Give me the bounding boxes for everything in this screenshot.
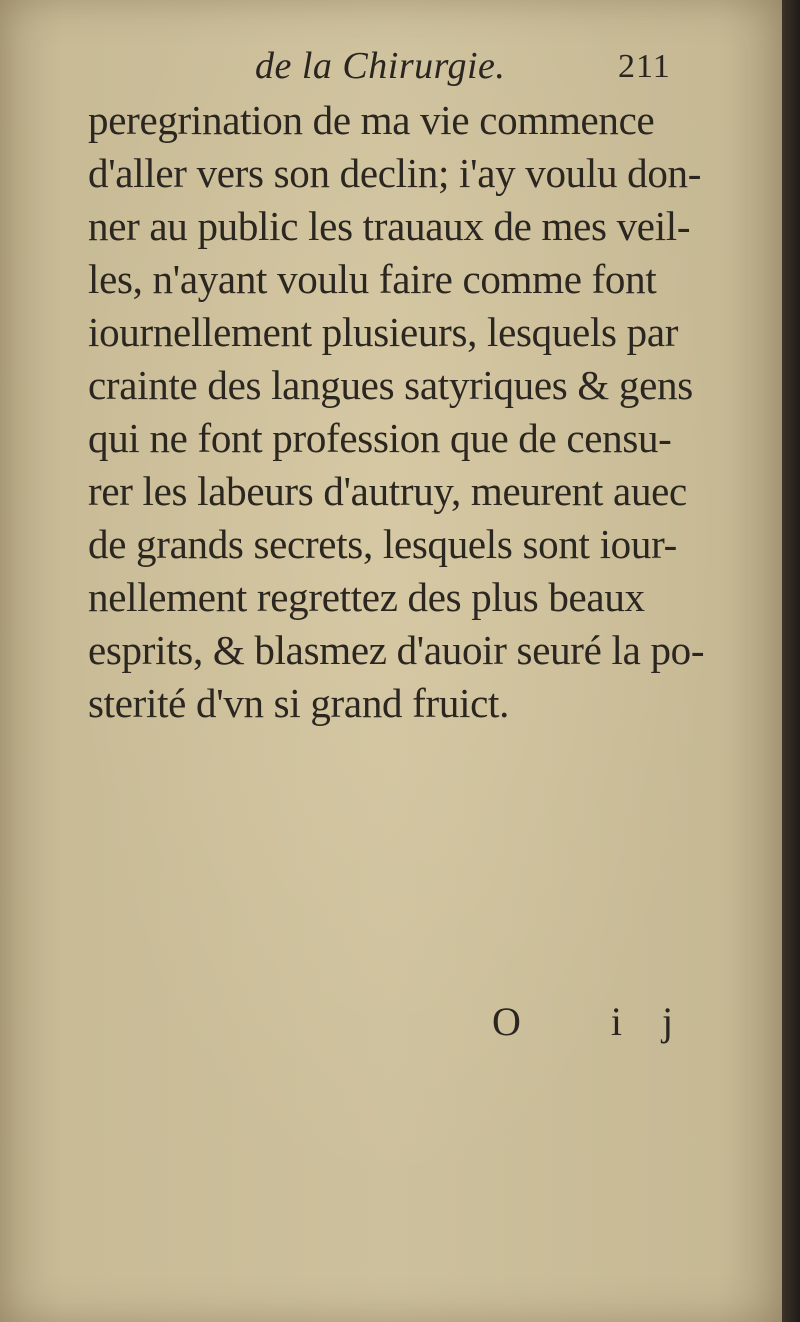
- running-title: de la Chirurgie.: [255, 45, 506, 87]
- text-line: de grands secrets, lesquels sont iour-: [88, 521, 677, 567]
- text-line: nellement regrettez des plus beaux: [88, 574, 645, 620]
- page-edge: [782, 0, 800, 1322]
- text-line: rer les labeurs d'autruy, meurent auec: [88, 468, 687, 514]
- text-line: iournellement plusieurs, lesquels par: [88, 309, 679, 355]
- text-line: qui ne font profession que de censu-: [88, 415, 672, 461]
- text-line: ner au public les trauaux de mes veil-: [88, 203, 691, 249]
- text-line: les, n'ayant voulu faire comme font: [88, 256, 657, 302]
- text-line: esprits, & blasmez d'auoir seuré la po-: [88, 627, 705, 673]
- page-number: 211: [618, 48, 671, 85]
- text-line: d'aller vers son declin; i'ay voulu don-: [88, 150, 702, 196]
- signature-mark: O ij: [492, 999, 714, 1044]
- body-text: [88, 94, 708, 730]
- text-line: crainte des langues satyriques & gens: [88, 362, 693, 408]
- running-head: [0, 44, 782, 94]
- text-line: sterité d'vn si grand fruict.: [88, 680, 510, 726]
- text-line: peregrination de ma vie commence: [88, 97, 655, 143]
